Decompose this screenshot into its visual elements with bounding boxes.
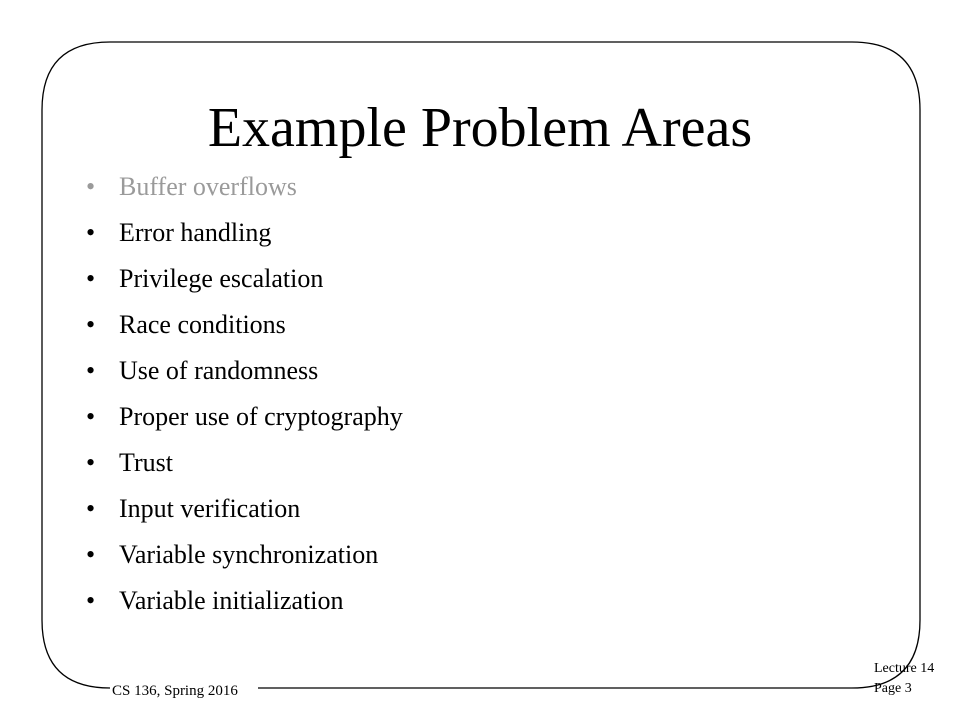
bullet-dot-icon: • [86, 172, 96, 201]
bullet-dot-icon: • [86, 356, 96, 385]
bullet-text: Input verification [119, 494, 301, 523]
bullet-item [86, 348, 403, 394]
footer-page-number: Page 3 [874, 681, 912, 696]
bullet-dot-icon: • [86, 494, 96, 523]
bullet-dot-icon: • [86, 264, 96, 293]
bullet-item [86, 256, 403, 302]
bullet-item [86, 578, 403, 624]
bullet-item [86, 210, 403, 256]
bullet-item [86, 164, 403, 210]
bullet-text: Error handling [119, 218, 272, 247]
bullet-item [86, 486, 403, 532]
bullet-dot-icon: • [86, 540, 96, 569]
bullet-dot-icon: • [86, 402, 96, 431]
bullet-item [86, 302, 403, 348]
footer-course-label: CS 136, Spring 2016 [112, 683, 238, 699]
bullet-text: Proper use of cryptography [119, 402, 403, 431]
bullet-text: Trust [119, 448, 173, 477]
bullet-text: Use of randomness [119, 356, 319, 385]
footer-lecture-label: Lecture 14 [874, 661, 935, 676]
bullet-item [86, 394, 403, 440]
bullet-item [86, 532, 403, 578]
bullet-list [86, 164, 403, 624]
bullet-dot-icon: • [86, 586, 96, 615]
bullet-dot-icon: • [86, 310, 96, 339]
bullet-text: Privilege escalation [119, 264, 324, 293]
slide-title: Example Problem Areas [207, 97, 753, 159]
bullet-item [86, 440, 403, 486]
bullet-text: Variable initialization [119, 586, 344, 615]
bullet-text: Buffer overflows [119, 172, 297, 201]
bullet-dot-icon: • [86, 448, 96, 477]
bullet-text: Race conditions [119, 310, 286, 339]
bullet-dot-icon: • [86, 218, 96, 247]
bullet-text: Variable synchronization [119, 540, 379, 569]
